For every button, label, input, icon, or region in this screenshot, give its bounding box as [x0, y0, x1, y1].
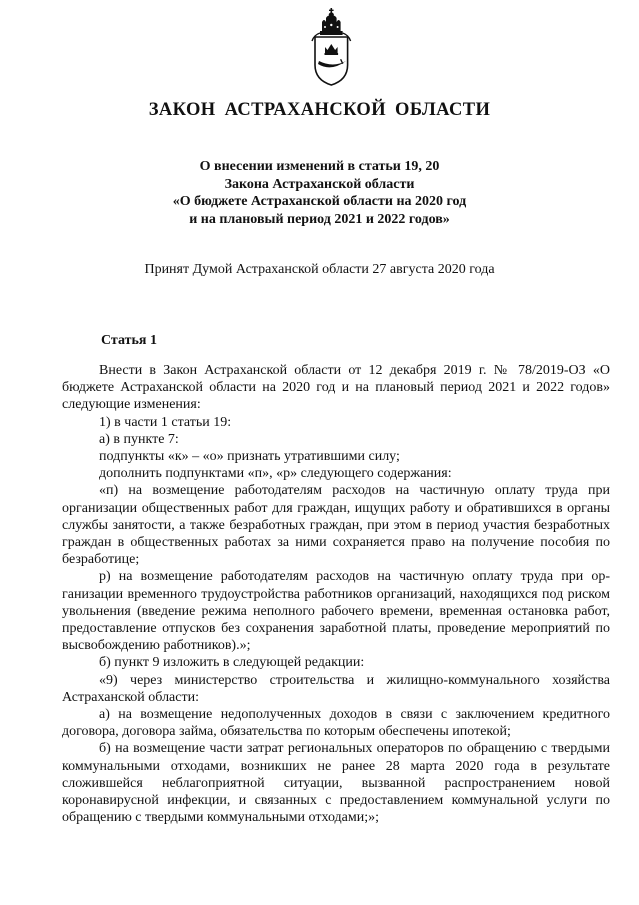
law-title: ЗАКОН АСТРАХАНСКОЙ ОБЛАСТИ	[148, 100, 491, 120]
paragraph: «9) через министерство строительства и жилищно-коммунального хозяйства Астраханской области:	[62, 672, 610, 705]
paragraph: а) в пункте 7:	[99, 431, 179, 447]
paragraph: дополнить подпунктами «п», «р» следующего содержания:	[99, 466, 452, 482]
article-heading: Статья 1	[101, 333, 157, 348]
paragraph: а) на возмещение недополученных доходов в связи с заключением кредитного договора, договора займа, обязательства по которым обеспечены ипотекой;	[62, 707, 610, 740]
paragraph: «п) на возмещение работодателям расходов на частичную оплату труда при организации общественных работ для граждан, ищущих работу и обратившихся в органы службы занятости, а также безработных граждан, при этом в период участия безработных граждан в общественных работах за ними сохраняется право на получение пособия по безработице;	[62, 483, 610, 568]
paragraph: б) пункт 9 изложить в следующей редакции:	[99, 655, 365, 671]
paragraph: р) на возмещение работодателям расходов на частичную оплату труда при организации временного трудоустройства работников организаций, находящихся под риском увольнения (введение режима неполного рабочего времени, временная остановка работ, предоставление отпусков без сохранения заработной платы, проведение мероприятий по высвобождению работников).»;	[62, 569, 610, 654]
adoption-statement: Принят Думой Астраханской области 27 августа 2020 года	[144, 262, 495, 277]
subject-line: «О бюджете Астраханской области на 2020 год	[172, 194, 467, 209]
paragraph: б) на возмещение части затрат региональных операторов по обращению с твердыми коммунальными отходами, возникших не ранее 28 марта 2020 года в результате сложившейся неблагоприятной ситуации, вызванной распространением новой коронавирусной инфекции, и связанных с предоставлением коммунальной услуги по обращению с твердыми коммунальными отходами;»;	[62, 741, 610, 826]
subject-line: О внесении изменений в статьи 19, 20	[199, 159, 440, 174]
paragraph: Внести в Закон Астраханской области от 12 декабря 2019 г. № 78/2019-ОЗ «О бюджете Астраханской области на 2020 год и на плановый период 2021 и 2022 годов» следующие изменения:	[62, 363, 610, 413]
subject-line: и на плановый период 2021 и 2022 годов»	[189, 211, 450, 227]
law-subject	[0, 158, 639, 228]
paragraph: 1) в части 1 статьи 19:	[99, 414, 232, 430]
subject-line: Закона Астраханской области	[224, 176, 415, 192]
astrakhan-coat-of-arms-icon	[308, 8, 358, 86]
article-body	[62, 362, 610, 826]
paragraph: подпункты «к» – «о» признать утратившими силу;	[99, 449, 400, 465]
